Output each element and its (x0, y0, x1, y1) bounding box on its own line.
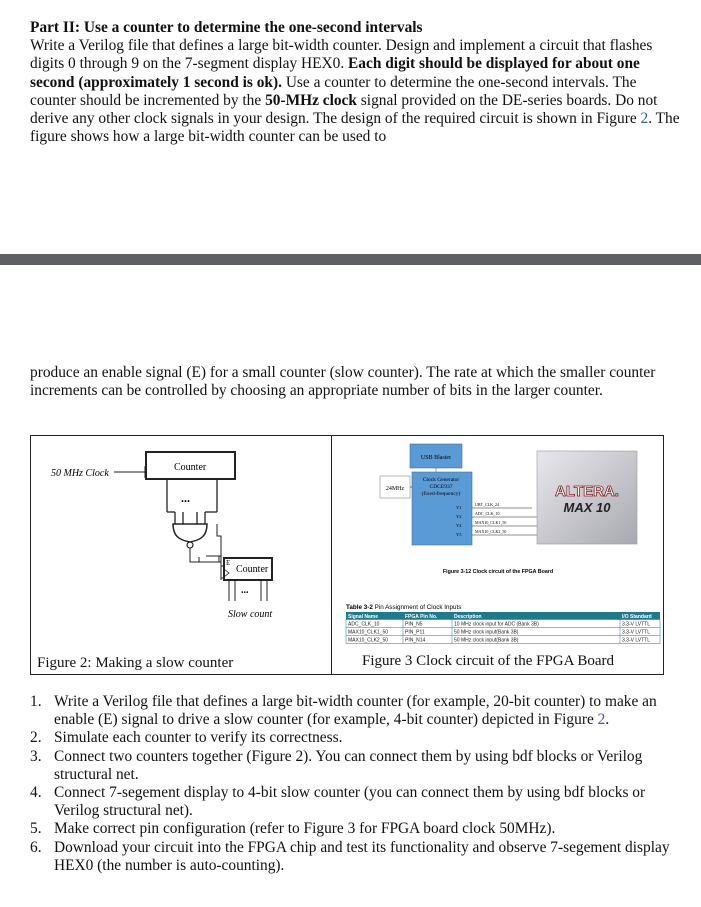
td-0-2: 10 MHz clock input for ADC (Bank 3B) (454, 621, 539, 628)
slow-count-label: Slow count (228, 609, 273, 620)
step-2-num: 2. (30, 729, 42, 747)
td-0-3: 3.3-V LVTTL (622, 621, 650, 628)
p1d-text: . The figure shows how a large bit-width counter can be used to (30, 110, 680, 146)
p1-bold2-text: 50-MHz clock (265, 91, 357, 109)
step-1-text: Write a Verilog file that defines a large bit-width counter (for example, 20-bit counter) to make an enable (E) signal to drive a slow counter (for example, 4-bit counter) depicted in Figure (54, 693, 657, 729)
step-1 (30, 693, 680, 729)
p1-bold-text: Each digit should be displayed for about one second (approximately 1 second is ok). (30, 55, 640, 91)
steps-list (30, 693, 680, 875)
slow-bus-dots: ... (241, 585, 249, 596)
max10-label: MAX 10 (563, 500, 611, 515)
step-5-text: Make correct pin configuration (refer to Figure 3 for FPGA board clock 50MHz). (54, 820, 556, 838)
step-4-text: Connect 7-segement display to 4-bit slow counter (you can connect them by using bdf blocks or Verilog structural net). (54, 784, 646, 820)
page-separator (0, 254, 701, 265)
net-ubt: UBT_CLK_24 (475, 502, 499, 507)
clock-gen-label-2: CDCE937 (429, 484, 453, 490)
out-y5: Y5 (456, 532, 462, 537)
step-3-text: Connect two counters together (Figure 2). You can connect them by using bdf blocks or Verilog structural net. (54, 747, 643, 783)
td-2-3: 3.3-V LVTTL (622, 637, 650, 644)
and-gate-output (187, 542, 193, 548)
figure-2-link[interactable]: 2 (640, 110, 649, 128)
pin-table-rows (348, 622, 650, 644)
net-clk1: MAX10_CLK1_50 (475, 520, 507, 525)
step-2 (30, 729, 680, 747)
th-pin: FPGA Pin No. (405, 614, 438, 620)
p1b-text: Use a counter to determine the one-second intervals. The counter should be incremented by the (30, 73, 637, 109)
step-6 (30, 839, 680, 875)
net-adc: ADC_CLK_10 (475, 511, 500, 516)
altera-logo: ALTERA. (555, 483, 619, 500)
bus-dots: ... (181, 491, 190, 505)
step-4 (30, 784, 680, 820)
table-title-bold: Table 3-2 (346, 604, 373, 611)
large-counter-label: Counter (174, 462, 207, 473)
td-1-0: MAX10_CLK1_50 (348, 629, 389, 636)
step-4-num: 4. (30, 784, 42, 802)
step-1-post: . (605, 711, 610, 729)
td-2-2: 50 MHz clock input(Bank 3B) (454, 637, 519, 644)
enable-wire-c (199, 557, 219, 562)
figure-table (30, 435, 664, 675)
step-6-num: 6. (30, 838, 42, 856)
td-1-1: PIN_P11 (405, 629, 425, 636)
th-signal: Signal Name (348, 614, 379, 620)
p1c-text: signal provided on the DE-series boards. Do not derive any other clock signals in your design. The design of the required circuit is shown in Figure (30, 91, 658, 128)
enable-wire-a (190, 548, 219, 562)
osc-label: 24MHz (385, 486, 405, 492)
td-2-1: PIN_N14 (405, 637, 426, 644)
out-y4: Y4 (456, 523, 462, 528)
step-1-num: 1. (30, 693, 42, 710)
net-clk2: MAX10_CLK2_50 (475, 529, 507, 534)
td-1-3: 3.3-V LVTTL (622, 629, 650, 636)
counter-output-bus (167, 479, 217, 524)
part2-intro (30, 19, 680, 146)
step-6-text: Download your circuit into the FPGA chip and test its functionality and observe 7-segement display HEX0 (the number is auto-counting). (54, 838, 670, 874)
clock-gen-label-1: Clock Generator (422, 477, 460, 483)
td-0-1: PIN_N5 (405, 621, 423, 628)
figure-2-diagram (31, 436, 331, 674)
step-3-num: 3. (30, 747, 42, 765)
clock-gen-label-3: (fixed-frequency) (421, 491, 461, 497)
step-5 (30, 820, 680, 838)
figure-2-caption: Figure 2: Making a slow counter (37, 655, 234, 671)
step-3 (30, 748, 680, 784)
part2-paragraph-2: produce an enable signal (E) for a small counter (slow counter). The rate at which the smaller counter increments can be controlled by choosing an appropriate number of bits in the larger counter. (30, 364, 656, 400)
part2-paragraph (30, 37, 680, 146)
part2-heading: Part II: Use a counter to determine the one-second intervals (30, 19, 423, 36)
table-title-text: Pin Assignment of Clock Inputs (372, 604, 462, 611)
td-0-0: ADC_CLK_10 (348, 621, 380, 628)
figure-3-12-caption: Figure 3-12 Clock circuit of the FPGA Board (442, 569, 554, 575)
step-5-num: 5. (30, 820, 42, 838)
table-title (346, 604, 461, 611)
clock-label: 50 MHz Clock (51, 468, 109, 479)
td-1-2: 50 MHz clock input(Bank 3B) (454, 629, 519, 636)
out-y2: Y2 (456, 514, 462, 519)
usb-blaster-label: USB Blaster (420, 455, 452, 461)
step-1-figure-link[interactable]: 2 (597, 711, 606, 729)
and-gate (173, 524, 207, 542)
step-2-text: Simulate each counter to verify its correctness. (54, 729, 343, 747)
figure-3-caption: Figure 3 Clock circuit of the FPGA Board (362, 653, 615, 669)
enable-wire-b (190, 557, 199, 562)
slow-counter-label: Counter (236, 564, 269, 575)
p1-text: Write a Verilog file that defines a large bit-width counter. Design and implement a circuit that flashes digits 0 through 9 on the 7-segment display HEX0. (30, 37, 653, 73)
td-2-0: MAX10_CLK2_50 (348, 637, 389, 644)
out-y1: Y1 (456, 505, 462, 510)
figure-3-diagram (332, 436, 663, 674)
th-desc: Description (454, 614, 482, 620)
enable-label: E (226, 559, 231, 567)
pin-table-header (346, 612, 660, 620)
th-io: I/O Standard (622, 614, 652, 620)
